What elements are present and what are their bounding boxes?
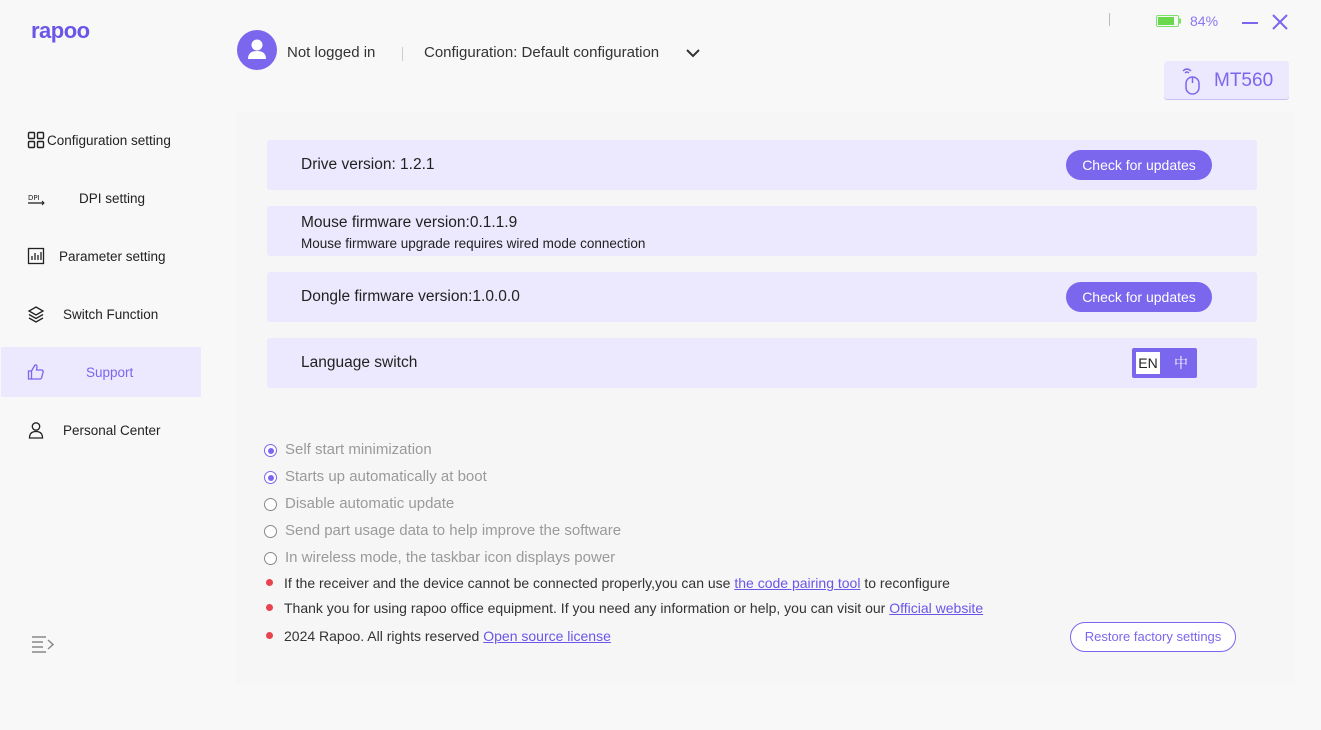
radio-unchecked[interactable] — [264, 498, 277, 511]
chevron-down-icon[interactable] — [684, 44, 702, 62]
sidebar-item-dpi-setting[interactable] — [1, 174, 201, 224]
battery-percentage: 84% — [1190, 13, 1219, 29]
pairing-note — [266, 575, 950, 595]
mouse-firmware-note: Mouse firmware upgrade requires wired mode connection — [301, 236, 646, 251]
option-label: Disable automatic update — [285, 495, 455, 512]
login-status[interactable]: Not logged in — [287, 44, 376, 61]
dpi-icon — [27, 190, 45, 208]
option-label: Starts up automatically at boot — [285, 468, 487, 485]
restore-factory-settings-button[interactable]: Restore factory settings — [1070, 622, 1236, 652]
language-zh-option[interactable]: 中 — [1174, 355, 1188, 371]
radio-checked[interactable] — [264, 471, 277, 484]
sidebar-item-label: Support — [86, 365, 134, 380]
layers-icon — [27, 305, 45, 323]
official-website-link[interactable]: Official website — [889, 600, 984, 616]
language-switch-card — [267, 338, 1257, 388]
titlebar-divider — [1109, 13, 1110, 26]
sidebar-item-configuration-setting[interactable] — [1, 116, 201, 166]
radio-unchecked[interactable] — [264, 552, 277, 565]
user-avatar-icon — [237, 30, 277, 70]
open-source-license-link[interactable]: Open source license — [483, 628, 611, 644]
radio-unchecked[interactable] — [264, 525, 277, 538]
drive-check-updates-button[interactable]: Check for updates — [1066, 150, 1212, 180]
copyright-note — [266, 628, 611, 648]
header-divider — [402, 47, 403, 61]
grid-icon — [27, 131, 45, 149]
bullet-dot — [266, 579, 273, 586]
language-switch-label: Language switch — [301, 354, 418, 371]
bullet-dot — [266, 604, 273, 611]
thumbs-up-icon — [27, 363, 45, 381]
sidebar-item-parameter-setting[interactable] — [1, 232, 201, 282]
rapoo-logo: rapoo — [31, 18, 90, 43]
sidebar-item-support[interactable] — [1, 347, 201, 397]
pairing-note-suffix: to reconfigure — [860, 575, 950, 591]
avatar[interactable] — [237, 30, 277, 70]
dongle-check-updates-button[interactable]: Check for updates — [1066, 282, 1212, 312]
copyright-text: 2024 Rapoo. All rights reserved — [284, 628, 484, 644]
drive-version: Drive version: 1.2.1 — [301, 156, 435, 173]
support-panel — [236, 112, 1295, 684]
wireless-mouse-icon — [1180, 67, 1206, 95]
code-pairing-tool-link[interactable]: the code pairing tool — [734, 575, 861, 591]
sidebar-item-label: Parameter setting — [59, 249, 166, 264]
bullet-dot — [266, 632, 273, 639]
close-icon[interactable] — [1270, 12, 1290, 32]
sidebar-item-switch-function[interactable] — [1, 290, 201, 340]
language-toggle[interactable] — [1132, 348, 1197, 378]
svg-text:DPI: DPI — [28, 194, 40, 202]
configuration-selector[interactable]: Configuration: Default configuration — [424, 44, 660, 61]
chart-icon — [27, 247, 45, 265]
radio-checked[interactable] — [264, 444, 277, 457]
sidebar-item-label: Personal Center — [63, 423, 161, 438]
user-icon — [27, 421, 45, 439]
sidebar-item-label: Configuration setting — [47, 133, 171, 148]
sidebar-item-label: DPI setting — [79, 191, 146, 206]
thanks-note — [266, 600, 983, 620]
battery-icon — [1156, 15, 1182, 27]
language-en-option[interactable]: EN — [1136, 352, 1160, 374]
option-label: Self start minimization — [285, 441, 432, 458]
minimize-icon[interactable] — [1240, 12, 1260, 32]
option-label: Send part usage data to help improve the software — [285, 522, 622, 539]
mouse-firmware-card — [267, 206, 1257, 256]
mouse-firmware-version: Mouse firmware version:0.1.1.9 — [301, 214, 518, 231]
sidebar-item-label: Switch Function — [63, 307, 159, 322]
collapse-sidebar-icon[interactable] — [31, 634, 55, 654]
option-label: In wireless mode, the taskbar icon displays power — [285, 549, 616, 566]
pairing-note-text: If the receiver and the device cannot be connected properly,you can use — [284, 575, 735, 591]
thanks-note-text: Thank you for using rapoo office equipment. If you need any information or help, you can visit our — [284, 600, 890, 616]
sidebar-item-personal-center[interactable] — [1, 406, 201, 456]
dongle-firmware-version: Dongle firmware version:1.0.0.0 — [301, 288, 520, 305]
drive-version-card — [267, 140, 1257, 190]
dongle-firmware-card — [267, 272, 1257, 322]
device-name: MT560 — [1214, 70, 1274, 91]
